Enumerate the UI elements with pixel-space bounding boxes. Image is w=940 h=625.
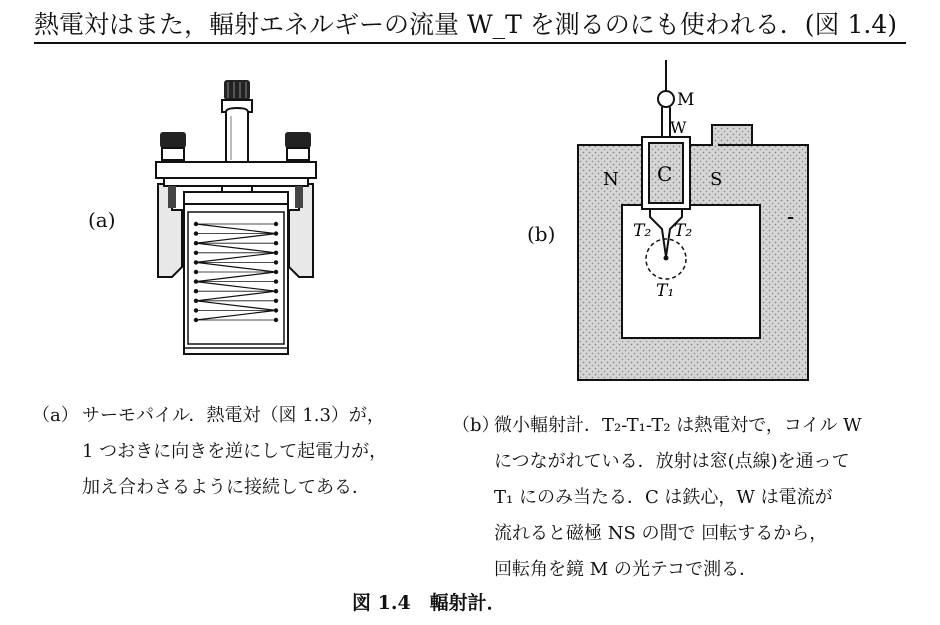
caption-b-line: 微小輻射計．T₂-T₁-T₂ は熱電対で，コイル W — [494, 415, 862, 436]
section-heading: 熱電対はまた，輻射エネルギーの流量 W_T を測るのにも使われる．(図 1.4) — [34, 10, 906, 44]
figure-title: 図 1.4 輻射計． — [352, 592, 506, 614]
label-c: C — [657, 162, 673, 186]
caption-b-line: 回転角を鏡 M の光テコで測る． — [494, 559, 758, 580]
label-w: W — [670, 118, 687, 137]
label-s: S — [710, 169, 723, 190]
panel-a-label: (a) — [88, 208, 116, 232]
caption-a-marker: （a） — [32, 405, 79, 426]
caption-b-line: 流れると磁極 NS の間で 回転するから， — [494, 523, 828, 544]
caption-b-line: T₁ にのみ当たる．C は鉄心，W は電流が — [494, 487, 833, 508]
caption-b — [452, 408, 862, 588]
label-t1: T₁ — [656, 281, 675, 301]
caption-b-marker: （b） — [452, 415, 500, 436]
label-t2-right: T₂ — [674, 221, 693, 241]
label-t2-left: T₂ — [633, 221, 652, 241]
panel-b-label: (b) — [527, 222, 556, 246]
caption-a — [32, 398, 387, 506]
caption-a-line: サーモパイル．熱電対（図 1.3）が， — [82, 405, 385, 426]
label-n: N — [603, 169, 619, 190]
thermopile-illustration — [148, 72, 323, 362]
caption-a-line: 加え合わさるように接続してある． — [82, 477, 370, 498]
caption-b-line: につながれている．放射は窓(点線)を通って — [494, 451, 850, 472]
caption-a-line: 1 つおきに向きを逆にして起電力が， — [82, 441, 388, 462]
microradiometer-diagram — [570, 55, 820, 385]
label-m: M — [677, 90, 695, 110]
